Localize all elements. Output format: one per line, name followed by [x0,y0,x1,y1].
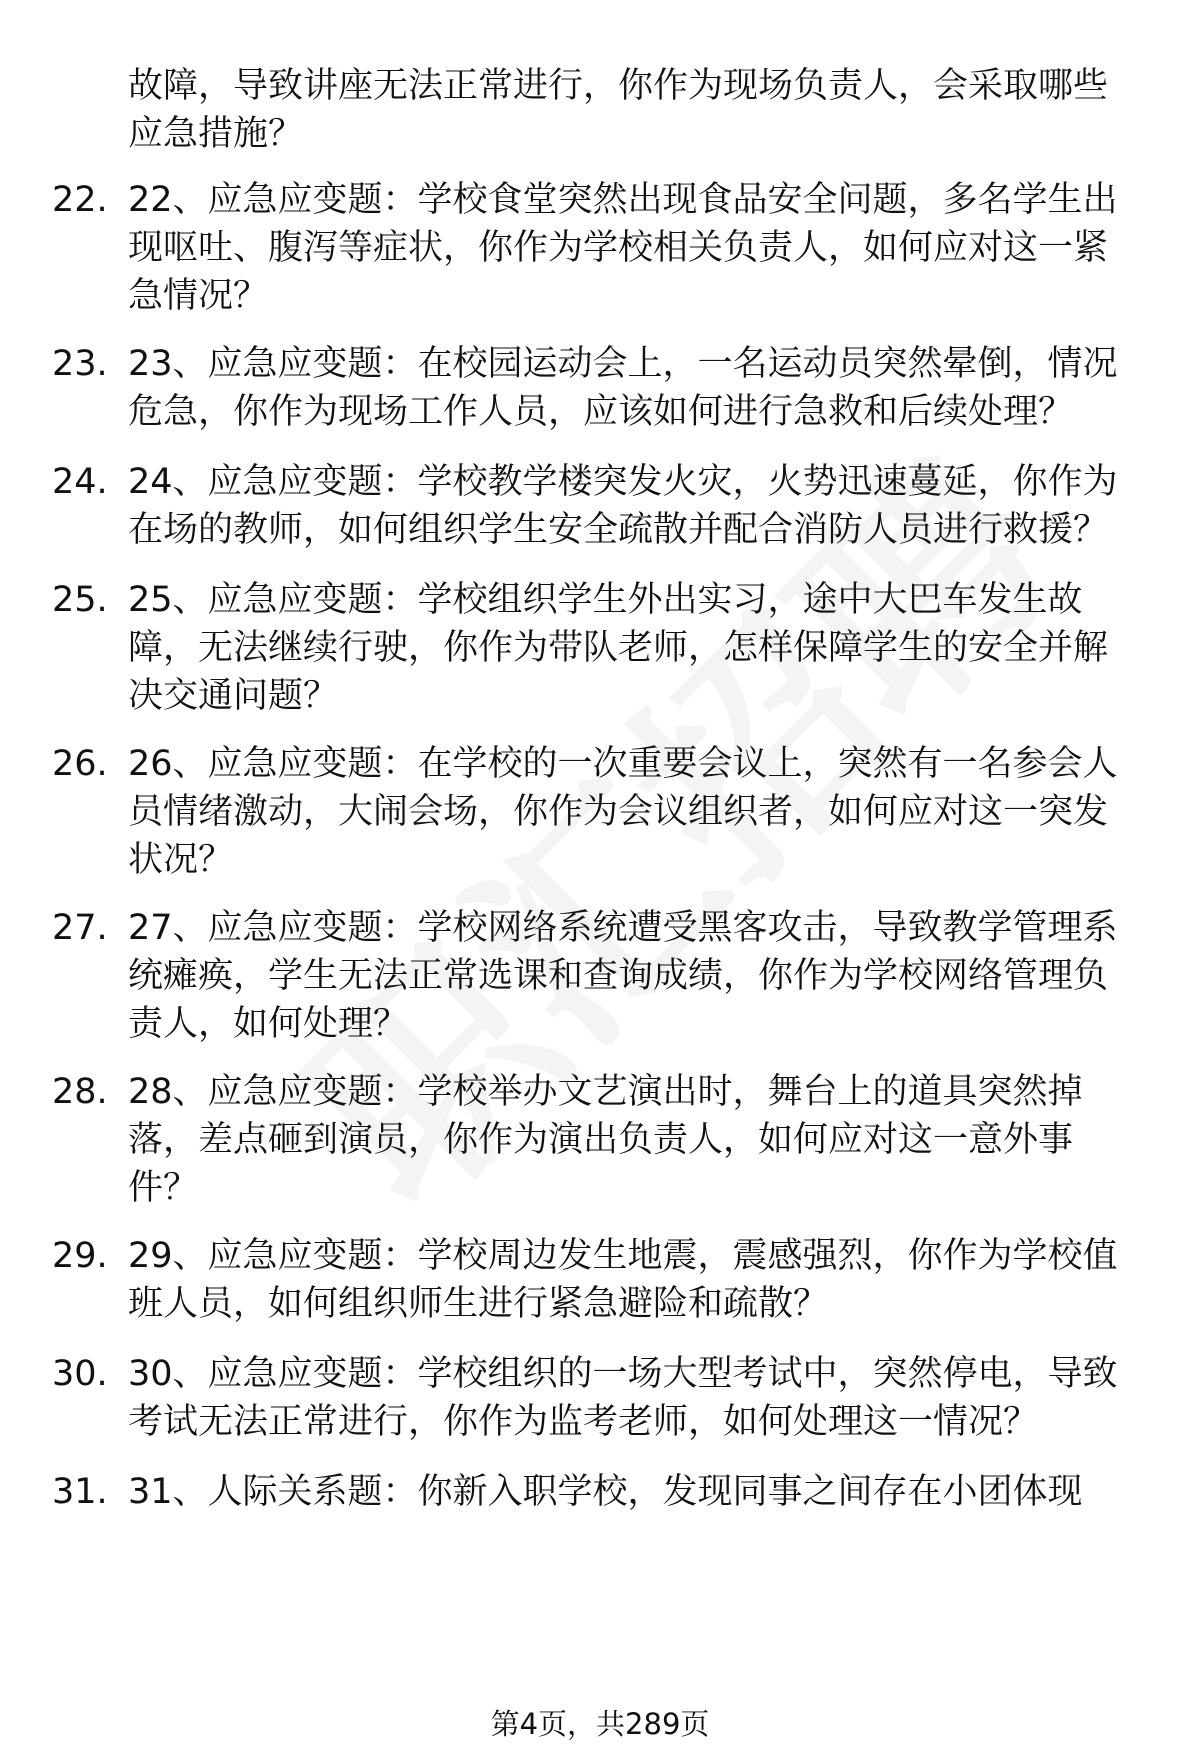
continuation-text: 故障，导致讲座无法正常进行，你作为现场负责人，会采取哪些应急措施？ [128,66,1109,154]
question-number: 29. [52,1236,108,1276]
question-text: 27、应急应变题：学校网络系统遭受黑客攻击，导致教学管理系统瘫痪，学生无法正常选课和查询成绩，你作为学校网络管理负责人，如何处理？ [128,908,1118,1044]
question-number: 22. [52,180,108,220]
question-text: 29、应急应变题：学校周边发生地震，震感强烈，你作为学校值班人员，如何组织师生进行紧急避险和疏散？ [128,1236,1118,1324]
question-number: 31. [52,1472,108,1512]
question-number: 24. [52,462,108,502]
question-text: 22、应急应变题：学校食堂突然出现食品安全问题，多名学生出现呕吐、腹泻等症状，你作为学校相关负责人，如何应对这一紧急情况？ [128,180,1118,316]
question-number: 27. [52,908,108,948]
question-text: 28、应急应变题：学校举办文艺演出时，舞台上的道具突然掉落，差点砸到演员，你作为演出负责人，如何应对这一意外事件？ [128,1072,1083,1208]
question-number: 26. [52,744,108,784]
question-text: 23、应急应变题：在校园运动会上，一名运动员突然晕倒，情况危急，你作为现场工作人员，应该如何进行急救和后续处理？ [128,344,1118,432]
question-number: 25. [52,580,108,620]
question-number: 30. [52,1354,108,1394]
question-text: 25、应急应变题：学校组织学生外出实习，途中大巴车发生故障，无法继续行驶，你作为带队老师，怎样保障学生的安全并解决交通问题？ [128,580,1109,716]
question-number: 28. [52,1072,108,1112]
question-number: 23. [52,344,108,384]
question-text: 24、应急应变题：学校教学楼突发火灾，火势迅速蔓延，你作为在场的教师，如何组织学生安全疏散并配合消防人员进行救援？ [128,462,1118,550]
page-footer: 第4页，共289页 [490,1707,710,1741]
question-text: 31、人际关系题：你新入职学校，发现同事之间存在小团体现 [128,1472,1083,1512]
question-text: 30、应急应变题：学校组织的一场大型考试中，突然停电，导致考试无法正常进行，你作为监考老师，如何处理这一情况？ [128,1354,1118,1442]
question-text: 26、应急应变题：在学校的一次重要会议上，突然有一名参会人员情绪激动，大闹会场，你作为会议组织者，如何应对这一突发状况？ [128,744,1118,880]
